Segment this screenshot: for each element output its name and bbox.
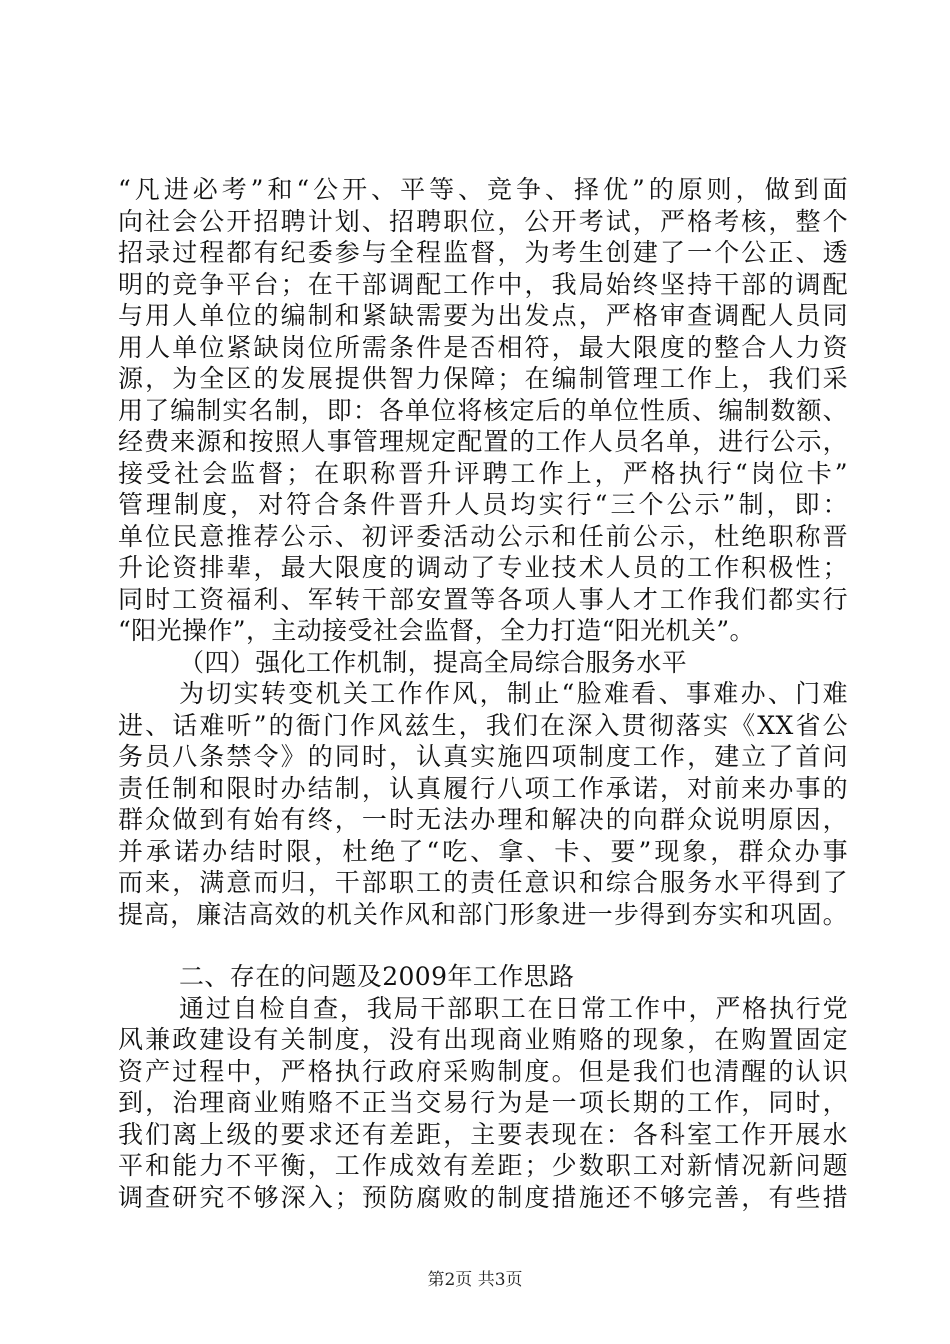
text-line: 与用人单位的编制和紧缺需要为出发点，严格审查调配人员同 <box>118 301 848 330</box>
text-line: 群众做到有始有终，一时无法办理和解决的向群众说明原因， <box>118 805 848 834</box>
text-line: 平和能力不平衡，工作成效有差距；少数职工对新情况新问题 <box>118 1151 848 1180</box>
paragraph-self-check <box>118 993 848 1214</box>
text-line: 务员八条禁令》的同时，认真实施四项制度工作，建立了首问 <box>118 742 848 771</box>
text-line: 到，治理商业贿赂不正当交易行为是一项长期的工作，同时， <box>118 1088 848 1117</box>
text-line: 资产过程中，严格执行政府采购制度。但是我们也清醒的认识 <box>118 1056 848 1086</box>
text-line: 向社会公开招聘计划、招聘职位，公开考试，严格考核，整个 <box>118 206 848 236</box>
text-line: 进、话难听”的衙门作风兹生，我们在深入贯彻落实《XX省公 <box>118 710 848 740</box>
text-line: 单位民意推荐公示、初评委活动公示和任前公示，杜绝职称晋 <box>118 521 848 551</box>
text-line: 调查研究不够深入；预防腐败的制度措施还不够完善，有些措 <box>118 1182 848 1212</box>
text-line: 通过自检自查，我局干部职工在日常工作中，严格执行党 <box>179 993 848 1023</box>
text-line: 我们离上级的要求还有差距，主要表现在：各科室工作开展水 <box>118 1119 848 1149</box>
text-line: 管理制度，对符合条件晋升人员均实行“三个公示”制，即： <box>118 490 848 519</box>
text-line: 同时工资福利、军转干部安置等各项人事人才工作我们都实行 <box>118 584 848 614</box>
text-line: 提高，廉洁高效的机关作风和部门形象进一步得到夯实和巩固。 <box>118 899 848 929</box>
text-line: 用了编制实名制，即：各单位将核定后的单位性质、编制数额、 <box>118 395 848 425</box>
text-line: 用人单位紧缺岗位所需条件是否相符，最大限度的整合人力资 <box>118 332 848 362</box>
text-line: 并承诺办结时限，杜绝了“吃、拿、卡、要”现象，群众办事 <box>118 836 848 866</box>
text-line: 升论资排辈，最大限度的调动了专业技术人员的工作积极性； <box>118 553 848 582</box>
paragraph-gap <box>118 930 848 961</box>
section-heading-four: （四）强化工作机制，提高全局综合服务水平 <box>179 647 688 677</box>
page-number: 第2页 共3页 <box>427 1270 523 1290</box>
text-line: 为切实转变机关工作作风，制止“脸难看、事难办、门难 <box>179 679 848 708</box>
text-line: 责任制和限时办结制，认真履行八项工作承诺，对前来办事的 <box>118 773 848 803</box>
text-line: 经费来源和按照人事管理规定配置的工作人员名单，进行公示， <box>118 427 848 456</box>
text-line: “阳光操作”，主动接受社会监督，全力打造“阳光机关”。 <box>118 616 755 645</box>
text-line: 而来，满意而归，干部职工的责任意识和综合服务水平得到了 <box>118 868 848 897</box>
paragraph-work-style <box>118 678 848 930</box>
text-line: 接受社会监督；在职称晋升评聘工作上，严格执行“岗位卡” <box>118 458 848 488</box>
paragraph-recruitment <box>118 174 848 647</box>
text-line: 招录过程都有纪委参与全程监督，为考生创建了一个公正、透 <box>118 238 848 267</box>
document-body <box>118 174 848 1213</box>
section-heading-two: 二、存在的问题及2009年工作思路 <box>179 962 575 991</box>
page-footer <box>0 1270 950 1290</box>
text-line: “凡进必考”和“公开、平等、竞争、择优”的原则，做到面 <box>118 175 848 204</box>
text-line: 源，为全区的发展提供智力保障；在编制管理工作上，我们采 <box>118 364 848 393</box>
text-line: 风兼政建设有关制度，没有出现商业贿赂的现象，在购置固定 <box>118 1025 848 1054</box>
text-line: 明的竞争平台；在干部调配工作中，我局始终坚持干部的调配 <box>118 269 848 299</box>
